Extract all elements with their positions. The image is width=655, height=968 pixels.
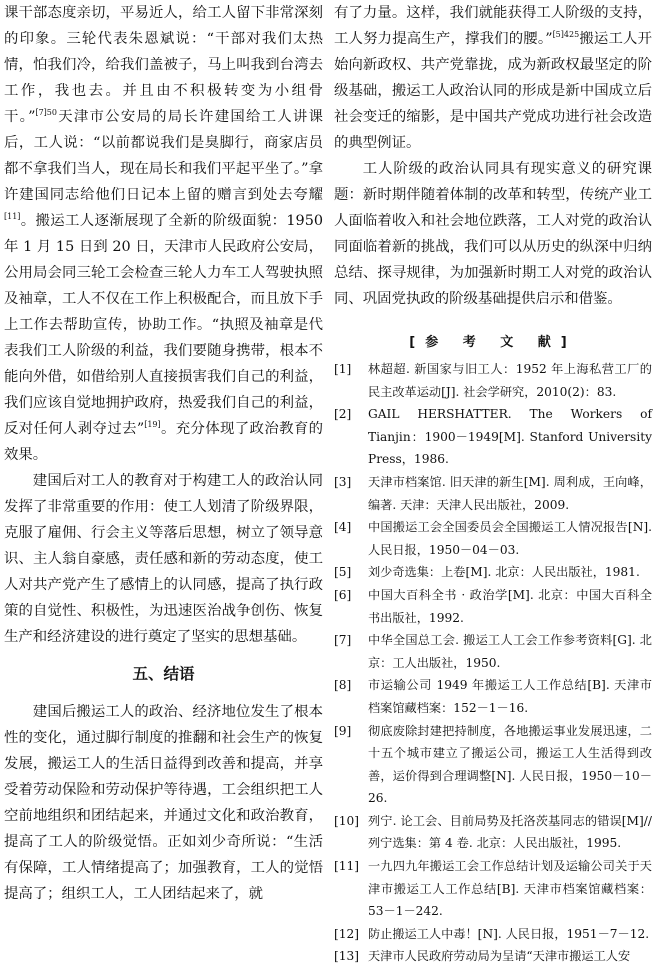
body-paragraph: 建国后对工人的教育对于构建工人的政治认同发挥了非常重要的作用：使工人划清了阶级界限，克服了雇佣、行会主义等落后思想，树立了领导意识、主人翁自豪感，责任感和新的劳动态度，使工人对共产党产生了感情上的认同感，提高了执行政策的自觉性、积极性，为迅速医治战争创伤、恢复生产和经济建设的进行奠定了坚实的思想基础。 — [4, 473, 323, 645]
reference-text: 中华全国总工会. 搬运工人工会工作参考资料[G]. 北京：工人出版社，1950. — [368, 633, 652, 670]
reference-number: [12] — [334, 926, 360, 941]
reference-item — [334, 561, 652, 584]
reference-item — [334, 810, 652, 855]
reference-number: [6] — [334, 587, 352, 602]
citation-mark: [5]425 — [552, 30, 580, 40]
reference-number: [2] — [334, 407, 352, 422]
reference-number: [11] — [334, 859, 360, 874]
reference-text: 中国大百科全书 · 政治学[M]. 北京：中国大百科全书出版社，1992. — [368, 587, 652, 625]
reference-text: 防止搬运工人中毒！[N]. 人民日报，1951－7－12. — [368, 926, 650, 941]
citation-mark: [19] — [144, 420, 161, 430]
reference-number: [4] — [334, 520, 352, 535]
reference-text: 中国搬运工会全国委员会全国搬运工人情况报告[N]. 人民日报，1950－04－03. — [368, 520, 652, 557]
left-column — [4, 0, 323, 907]
section-title: 五、结语 — [132, 665, 195, 683]
body-paragraph: 工人阶级的政治认同具有现实意义的研究课题：新时期伴随着体制的改革和转型，传统产业工人面临着收入和社会地位跌落，工人对党的政治认同面临着新的挑战，我们可以从历史的纵深中归纳总结、探寻规律，为加强新时期工人对党的政治认同、巩固党执政的阶级基础提供启示和借鉴。 — [334, 161, 652, 307]
reference-text: 一九四九年搬运工会工作总结计划及运输公司关于天津市搬运工人工作总结[B]. 天津市档案馆藏档案：53－1－242. — [368, 859, 652, 919]
conclusion-paragraph: 建国后搬运工人的政治、经济地位发生了根本性的变化，通过脚行制度的推翻和社会生产的恢复发展，搬运工人的生活日益得到改善和提高，并享受着劳动保险和劳动保护等待遇，工会组织把工人空前地组织和团结起来，并通过文化和政治教育，提高了工人的阶级觉悟。正如刘少奇所说：“生活有保障，工人情绪提高了；加强教育，工人的觉悟提高了；组织工人，工人团结起来了，就 — [4, 704, 323, 902]
reference-item — [334, 674, 652, 719]
paragraph-text: 课干部态度亲切，平易近人，给工人留下非常深刻的印象。三轮代表朱恩斌说：“干部对我们太热情，怕我们冷，给我们盖被子，马上叫我到台湾去工作，我也去。并且由不积极转变为小组骨干。” — [4, 5, 323, 125]
reference-text: 天津市档案馆. 旧天津的新生[M]. 周利成，王向峰，编著. 天津：天津人民出版社，2009. — [368, 474, 652, 512]
reference-text: 市运输公司 1949 年搬运工人工作总结[B]. 天津市档案馆藏档案：152－1－16. — [368, 678, 652, 715]
reference-item — [334, 720, 652, 810]
paragraph-text: 天津市公安局的局长许建国给工人讲课后，工人说：“以前都说我们是臭脚行，商家店员都不拿我们当人，现在局长和我们平起平坐了。”拿许建国同志给他们日记本上留的赠言到处去夸耀 — [4, 109, 323, 203]
paragraph-text: 有了力量。这样，我们就能获得工人阶级的支持，工人努力提高生产，撑我们的腰。” — [334, 5, 652, 47]
reference-item — [334, 471, 652, 516]
reference-item — [334, 403, 652, 471]
reference-text: 林超超. 新国家与旧工人：1952 年上海私营工厂的民主改革运动[J]. 社会学研究，2010(2)：83. — [368, 362, 652, 399]
paragraph-text: 。搬运工人逐渐展现了全新的阶级面貌：1950 年 1 月 15 日到 20 日，天津市人民政府公安局，公用局会同三轮工会检查三轮人力车工人驾驶执照及袖章，工人不仅在工作上积极配合，而且放下手上工作去帮助宣传，协助工作。“执照及袖章是代表我们工人阶级的利益，我们要随身携带，根本不能向外借，如借给别人直接损害我们自己的利益，我们应该自觉地拥护政府，热爱我们自己的利益，反对任何人剥夺过去” — [4, 213, 323, 437]
reference-number: [8] — [334, 678, 352, 693]
reference-item — [334, 358, 652, 403]
reference-item — [334, 923, 652, 946]
reference-number: [1] — [334, 362, 352, 376]
reference-number: [10] — [334, 813, 360, 828]
right-column — [334, 0, 652, 968]
body-paragraph — [4, 0, 323, 468]
citation-mark: [11] — [4, 212, 21, 222]
reference-list — [334, 358, 652, 968]
reference-number: [9] — [334, 723, 352, 738]
body-paragraph — [334, 0, 652, 156]
reference-text: GAIL HERSHATTER. The Workers of Tianjin：1900－1949[M]. Stanford University Press，1986. — [368, 407, 652, 467]
references-title: [参 考 文 献] — [409, 335, 577, 350]
reference-item — [334, 629, 652, 674]
reference-number: [13] — [334, 949, 360, 964]
reference-number: [5] — [334, 565, 352, 580]
reference-text: 彻底废除封建把持制度，各地搬运事业发展迅速，二十五个城市建立了搬运公司，搬运工人生活得到改善，运价得到合理调整[N]. 人民日报，1950－10－26. — [368, 723, 652, 806]
reference-text: 列宁. 论工会、目前局势及托洛茨基同志的错误[M]//列宁选集：第 4 卷. 北京：人民出版社，1995. — [368, 813, 652, 851]
reference-item — [334, 584, 652, 629]
reference-number: [7] — [334, 633, 352, 648]
reference-item — [334, 945, 652, 968]
reference-text: 天津市人民政府劳动局为呈请“天津市搬运工人安 — [368, 949, 631, 964]
paragraph-text: 搬运工人开始向新政权、共产党靠拢，成为新政权最坚定的阶级基础，搬运工人政治认同的形成是新中国成立后社会变迁的缩影，是中国共产党成功进行社会改造的典型例证。 — [334, 31, 652, 151]
paragraph-text: 。充分体现了政治教育的效果。 — [4, 421, 323, 463]
reference-text: 刘少奇选集：上卷[M]. 北京：人民出版社，1981. — [368, 565, 640, 580]
reference-item — [334, 516, 652, 561]
citation-mark: [7]50 — [35, 108, 57, 118]
reference-number: [3] — [334, 474, 352, 489]
